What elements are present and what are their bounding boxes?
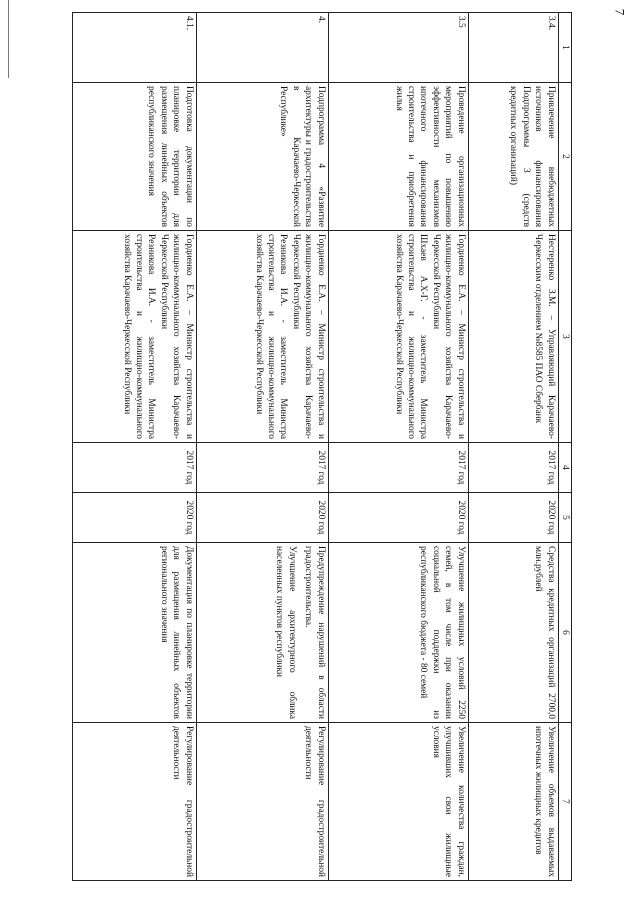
program-measures-table <box>72 12 572 881</box>
row-number: 3.4. <box>468 13 558 83</box>
executors-cell <box>468 231 558 443</box>
header-cell: 7 <box>558 723 571 881</box>
executor-text: Шхаев А.Х-Г. - заместитель Министра строительства и жилищно-коммунального хозяйства Карачаево-Черкесской Республики <box>393 234 429 439</box>
executors-cell <box>196 231 328 443</box>
header-cell: 3 <box>558 231 571 443</box>
header-cell: 4 <box>558 443 571 493</box>
row-number: 4.1. <box>73 13 197 83</box>
executor-text: Резникова И.А. - заместитель Министра строительства и жилищно-коммунального хозяйства Карачаево-Черкесской Республики <box>121 234 157 439</box>
executor-text: Гордиенко Е.А. – Министр строительства и жилищно-коммунального хозяйства Карачаево-Черкесской Республики <box>158 234 194 439</box>
table-row <box>73 13 197 881</box>
document-area <box>72 12 572 880</box>
executors-cell <box>328 231 468 443</box>
executor-text: Гордиенко Е.А. – Министр строительства и жилищно-коммунального хозяйства Карачаево-Черкесской Республики <box>290 234 326 439</box>
table-row <box>468 13 558 881</box>
link-cell: Увеличение количества граждан, улучшивших свои жилищные условия <box>328 723 468 881</box>
end-year-cell: 2020 год <box>468 493 558 543</box>
start-year-cell: 2017 год <box>328 443 468 493</box>
result-cell <box>196 543 328 723</box>
result-text: Документация по планировке территории для размещения линейных объектов регионального значения <box>158 546 194 719</box>
event-cell: Привлечение внебюджетных источников финансирования Подпрограммы 3 (средств кредитных организаций) <box>468 83 558 231</box>
result-text: Предупреждение нарушений в области градостроительства. <box>303 546 326 719</box>
row-number: 4. <box>196 13 328 83</box>
executor-text: Гордиенко Е.А. – Министр строительства и жилищно-коммунального хозяйства Карачаево-Черкесской Республики <box>430 234 466 439</box>
result-cell <box>468 543 558 723</box>
result-cell <box>328 543 468 723</box>
result-text: Улучшение жилищных условий 2250 семей, в том числе при оказании социальной поддержки из республиканского бюджета - 80 семей <box>418 546 466 719</box>
table-row <box>196 13 328 881</box>
row-number: 3.5 <box>328 13 468 83</box>
rotated-table-wrapper <box>72 12 572 880</box>
event-cell: Подпрограмма 4 «Развитие архитектуры и градостроительства в Карачаево-Черкесской Республике» <box>196 83 328 231</box>
header-cell: 1 <box>558 13 571 83</box>
start-year-cell: 2017 год <box>196 443 328 493</box>
executors-cell <box>73 231 197 443</box>
header-cell: 6 <box>558 543 571 723</box>
table-header-row <box>558 13 571 881</box>
end-year-cell: 2020 год <box>328 493 468 543</box>
scan-edge-mark <box>8 0 9 78</box>
header-cell: 5 <box>558 493 571 543</box>
end-year-cell: 2020 год <box>73 493 197 543</box>
event-cell: Подготовка документации по планировке территории для размещения линейных объектов республиканского значения <box>73 83 197 231</box>
start-year-cell: 2017 год <box>73 443 197 493</box>
result-text: Улучшение архитектурного облика населенных пунктов республики <box>274 546 297 719</box>
table-row <box>328 13 468 881</box>
executor-text: Нестеренко З.М. – Управляющий Карачаево-Черкесским отделением №8585 ПАО Сбербанк <box>533 234 556 439</box>
header-cell: 2 <box>558 83 571 231</box>
end-year-cell: 2020 год <box>196 493 328 543</box>
result-text: Средства кредитных организаций 2700,0 млн.рублей <box>533 546 556 719</box>
event-cell: Проведение организационных мероприятий по повышению эффективности механизмов ипотечного финансирования строительства и приобретения жилья <box>328 83 468 231</box>
executor-text: Резникова И.А. - заместитель Министра строительства и жилищно-коммунального хозяйства Карачаево-Черкесской Республики <box>253 234 289 439</box>
result-cell <box>73 543 197 723</box>
link-cell: Регулирование градостроительной деятельности <box>73 723 197 881</box>
link-cell: Увеличение объемов выдаваемых ипотечных жилищных кредитов <box>468 723 558 881</box>
link-cell: Регулирование градостроительной деятельности <box>196 723 328 881</box>
start-year-cell: 2017 год <box>468 443 558 493</box>
page-number: 7 <box>611 8 627 16</box>
